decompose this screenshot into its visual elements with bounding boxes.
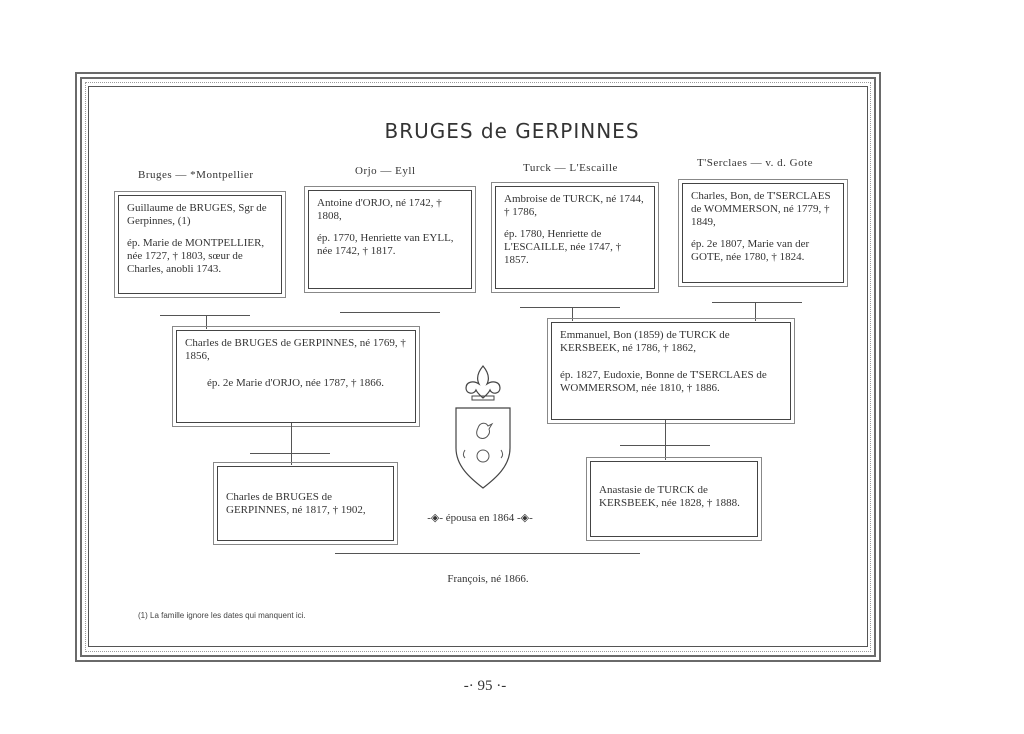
connector-line [665,445,666,460]
grandparent-name: Guillaume de BRUGES, Sgr de Gerpinnes, (1) [127,202,267,227]
house-label-orjo: Orjo — Eyll [355,165,416,177]
page-title: BRUGES de GERPINNES [384,119,640,143]
connector-line [665,420,666,445]
child-entry: François, né 1866. [447,573,529,585]
house-label-turck: Turck — L'Escaille [523,162,618,174]
parent-marriage: ép. 1827, Eudoxie, Bonne de T'SERCLAES de WOMMERSOM, née 1810, † 1886. [560,369,767,394]
parent-name: Charles de BRUGES de GERPINNES, né 1769, † 1856, [185,337,406,362]
connector-line [291,453,292,465]
parent-box-bruges [176,330,416,423]
grandparent-marriage: ép. 2e 1807, Marie van der GOTE, née 1780, † 1824. [691,238,810,263]
marriage-note: -◈- épousa en 1864 -◈- [427,512,533,524]
page-number: -· 95 ·- [463,678,507,694]
parent-box-turck [551,322,791,420]
spouse-name: Charles de BRUGES de GERPINNES, né 1817, † 1902, [226,491,366,516]
parent-marriage: ép. 2e Marie d'ORJO, née 1787, † 1866. [207,377,385,389]
connector-bracket [160,315,250,317]
grandparent-box-orjo [308,190,472,289]
coat-of-arms-icon [448,358,518,493]
grandparent-name: Charles, Bon, de T'SERCLAES de WOMMERSON, né 1779, † 1849, [691,190,831,228]
connector-bracket [335,553,640,555]
parent-name: Emmanuel, Bon (1859) de TURCK de KERSBEEK, né 1786, † 1862, [560,329,730,354]
spouse-box-anastasie [590,461,758,537]
grandparent-marriage: ép. 1770, Henriette van EYLL, née 1742, † 1817. [317,232,454,257]
grandparent-marriage: ép. 1780, Henriette de L'ESCAILLE, née 1747, † 1857. [504,228,622,266]
spouse-box-charles [217,466,394,541]
grandparent-marriage: ép. Marie de MONTPELLIER, née 1727, † 1803, sœur de Charles, anobli 1743. [127,237,265,275]
grandparent-name: Antoine d'ORJO, né 1742, † 1808, [317,197,442,222]
connector-bracket [340,312,440,314]
grandparent-box-turck [495,186,655,289]
connector-line [206,315,207,329]
connector-line [291,423,292,453]
footnote: (1) La famille ignore les dates qui manquent ici. [138,611,306,620]
grandparent-name: Ambroise de TURCK, né 1744, † 1786, [504,193,644,218]
connector-line [755,302,756,321]
connector-bracket [250,453,330,455]
house-label-bruges: Bruges — *Montpellier [138,169,254,181]
spouse-name: Anastasie de TURCK de KERSBEEK, née 1828, † 1888. [599,484,740,509]
connector-line [572,308,573,321]
grandparent-box-tserclaes [682,183,844,283]
grandparent-box-bruges [118,195,282,294]
connector-bracket [520,307,620,309]
house-label-tserclaes: T'Serclaes — v. d. Gote [697,157,814,169]
connector-bracket [712,302,802,304]
